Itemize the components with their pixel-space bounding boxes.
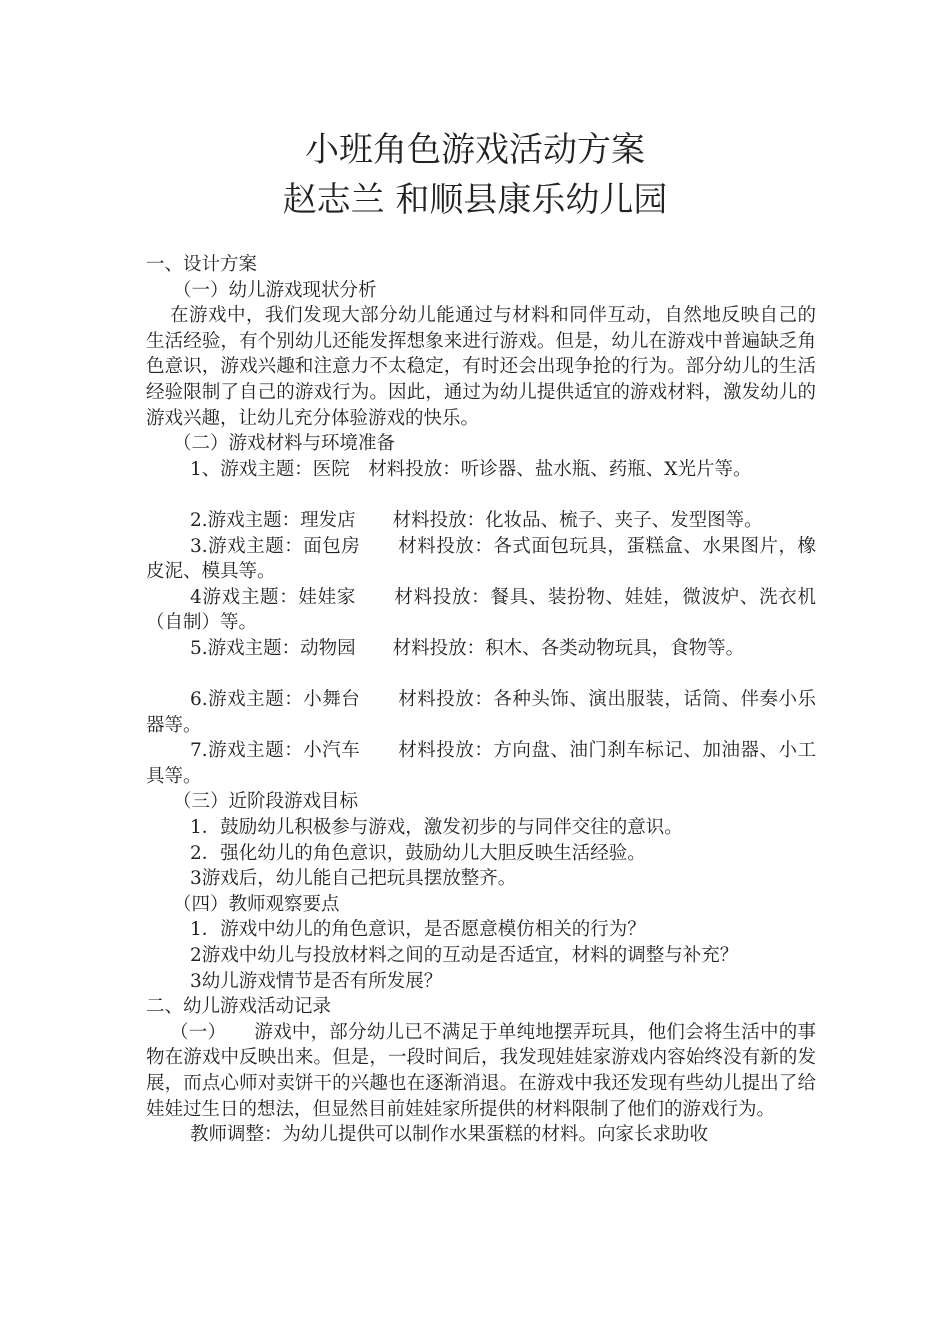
document-body bbox=[146, 252, 816, 1148]
section-heading-records: 二、幼儿游戏活动记录 bbox=[146, 996, 332, 1018]
observation-item-1: 1．游戏中幼儿的角色意识，是否愿意模仿相关的行为？ bbox=[190, 919, 646, 941]
document-subtitle: 赵志兰 和顺县康乐幼儿园 bbox=[282, 180, 668, 220]
subsection-heading-materials: （二）游戏材料与环境准备 bbox=[173, 433, 396, 455]
observation-item-2: 2游戏中幼儿与投放材料之间的互动是否适宜，材料的调整与补充？ bbox=[190, 945, 739, 967]
subsection-heading-observation: （四）教师观察要点 bbox=[173, 893, 340, 915]
paragraph-status-analysis: 在游戏中，我们发现大部分幼儿能通过与材料和同伴互动，自然地反映自己的生活经验，有个别幼儿还能发挥想象来进行游戏。但是，幼儿在游戏中普遍缺乏角色意识，游戏兴趣和注意力不太稳定，有时还会出现争抢的行为。部分幼儿的生活经验限制了自己的游戏行为。因此，通过为幼儿提供适宜的游戏材料，激发幼儿的游戏兴趣，让幼儿充分体验游戏的快乐。 bbox=[146, 305, 816, 429]
section-heading-design: 一、设计方案 bbox=[146, 254, 258, 275]
material-item-5: 5.游戏主题：动物园 材料投放：积木、各类动物玩具，食物等。 bbox=[190, 637, 745, 659]
subsection-heading-status: （一）幼儿游戏现状分析 bbox=[173, 279, 377, 301]
goal-item-3: 3游戏后，幼儿能自己把玩具摆放整齐。 bbox=[190, 868, 517, 890]
material-item-3: 3.游戏主题：面包房 材料投放：各式面包玩具，蛋糕盒、水果图片，橡皮泥、模具等。 bbox=[146, 535, 816, 583]
document-title: 小班角色游戏活动方案 bbox=[305, 130, 645, 170]
observation-item-3: 3幼儿游戏情节是否有所发展？ bbox=[190, 970, 443, 992]
material-item-6: 6.游戏主题：小舞台 材料投放：各种头饰、演出服装，话筒、伴奏小乐器等。 bbox=[146, 689, 816, 736]
paragraph-teacher-adjustment: 教师调整：为幼儿提供可以制作水果蛋糕的材料。向家长求助收 bbox=[190, 1124, 709, 1146]
material-item-2: 2.游戏主题：理发店 材料投放：化妆品、梳子、夹子、发型图等。 bbox=[190, 509, 763, 531]
subsection-heading-goals: （三）近阶段游戏目标 bbox=[173, 791, 359, 813]
material-item-1: 1、游戏主题：医院 材料投放：听诊器、盐水瓶、药瓶、X光片等。 bbox=[190, 458, 752, 480]
goal-item-2: 2．强化幼儿的角色意识，鼓励幼儿大胆反映生活经验。 bbox=[190, 842, 646, 864]
goal-item-1: 1．鼓励幼儿积极参与游戏，激发初步的与同伴交往的意识。 bbox=[190, 817, 683, 839]
paragraph-record-1: （一） 游戏中，部分幼儿已不满足于单纯地摆弄玩具，他们会将生活中的事物在游戏中反映出来。但是，一段时间后，我发现娃娃家游戏内容始终没有新的发展，而点心师对卖饼干的兴趣也在逐渐消退。在游戏中我还发现有些幼儿提出了给娃娃过生日的想法，但显然目前娃娃家所提供的材料限制了他们的游戏行为。 bbox=[146, 1021, 816, 1120]
material-item-7: 7.游戏主题：小汽车 材料投放：方向盘、油门刹车标记、加油器、小工具等。 bbox=[146, 740, 816, 787]
material-item-4: 4游戏主题：娃娃家 材料投放：餐具、装扮物、娃娃，微波炉、洗衣机（自制）等。 bbox=[146, 586, 816, 634]
